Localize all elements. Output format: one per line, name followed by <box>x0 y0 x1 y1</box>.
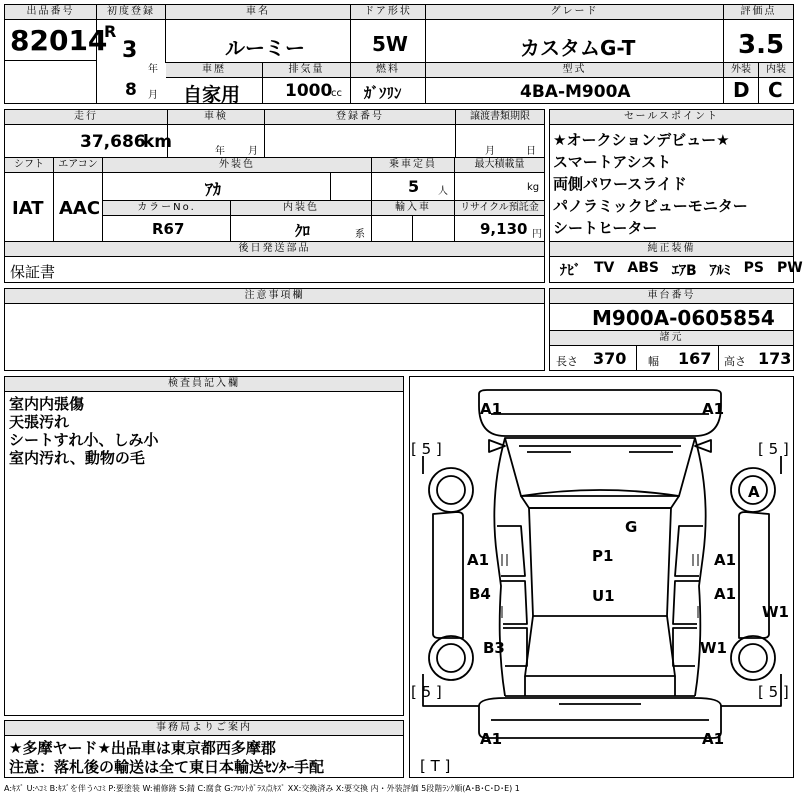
first-reg-year: 3 <box>122 38 138 63</box>
exterior-value: D <box>733 78 750 102</box>
transfer-day-unit: 日 <box>526 146 536 157</box>
notes-label: 注意事項欄 <box>5 289 544 304</box>
sales-point-item: 両側パワースライド <box>553 175 687 193</box>
mileage-value: 37,686 <box>80 132 146 152</box>
inspection-year-unit: 年 <box>215 146 225 157</box>
lot-no-value: 82014 <box>10 24 108 57</box>
front-bumper-outline <box>479 390 721 406</box>
int-color-unit: 系 <box>355 229 365 240</box>
mark-rear-fender-left: B3 <box>483 639 505 657</box>
inspector-line: シートすれ小、しみ小 <box>9 431 159 449</box>
score-label: 評価点 <box>724 5 793 20</box>
tire-rear-right <box>731 636 775 680</box>
height-label: 高さ <box>724 355 746 368</box>
door-value: 5W <box>372 32 408 56</box>
first-reg-month: 8 <box>125 80 137 100</box>
capacity-unit: 人 <box>438 186 448 197</box>
color-no-value: R67 <box>152 220 185 238</box>
displacement-label: 排気量 <box>263 63 350 78</box>
equipment-item: ﾅﾋﾞ <box>560 263 581 279</box>
mark-rear-left: A1 <box>480 730 503 748</box>
inspector-line: 室内汚れ、動物の毛 <box>9 449 145 467</box>
tire-rear-left <box>429 636 473 680</box>
import-label: 輸入車 <box>372 201 454 216</box>
reg-no-label: 登録番号 <box>265 110 455 125</box>
length-value: 370 <box>593 349 627 368</box>
inspector-line: 室内内張傷 <box>9 395 85 413</box>
capacity-value: 5 <box>408 177 420 196</box>
mark-front-right: A1 <box>702 400 725 418</box>
aircon-value: AAC <box>59 198 101 219</box>
mark-door-front-right: A1 <box>714 551 737 569</box>
equipment-item: PS <box>743 260 764 276</box>
mark-side-right: W1 <box>762 603 789 621</box>
mark-door-rear-right: A1 <box>714 585 737 603</box>
shift-value: IAT <box>12 198 44 219</box>
displacement-value: 1000 <box>285 81 333 101</box>
fuel-label: 燃料 <box>351 63 425 78</box>
inspector-lines <box>9 395 159 467</box>
car-diagram <box>409 376 794 778</box>
equipment-item: ABS <box>627 260 659 276</box>
capacity-label: 乗車定員 <box>372 158 454 173</box>
equipment-item: TV <box>594 260 615 276</box>
fuel-value: ｶﾞｿﾘﾝ <box>364 84 402 102</box>
body-right-outline <box>695 438 706 696</box>
mark-door-rear-left: B4 <box>469 585 491 603</box>
equipment-item: ｱﾙﾐ <box>709 263 731 279</box>
mark-rear-right: A1 <box>702 730 725 748</box>
mark-roof-rear: U1 <box>592 587 615 605</box>
recycle-label: リサイクル預託金 <box>455 201 544 216</box>
chassis-value: M900A-0605854 <box>592 306 775 330</box>
height-value: 173 <box>758 349 792 368</box>
model-value: 4BA-M900A <box>520 82 631 102</box>
displacement-unit: cc <box>331 88 342 99</box>
history-value: 自家用 <box>183 84 241 106</box>
sales-points-label: セールスポイント <box>550 110 793 125</box>
interior-label: 内装 <box>759 63 793 78</box>
mileage-unit: km <box>143 132 173 152</box>
inspection-label: 車検 <box>168 110 264 125</box>
mark-roof-front: P1 <box>592 547 614 565</box>
sales-point-item: パノラミックビューモニター <box>553 197 748 215</box>
lot-no-label: 出品番号 <box>5 5 96 20</box>
first-reg-era: R <box>104 22 117 41</box>
office-label: 事務局よりご案内 <box>5 721 403 736</box>
model-label: 型式 <box>426 63 723 78</box>
interior-value: C <box>768 78 783 102</box>
tire-front-left <box>429 468 473 512</box>
shift-label: シフト <box>5 158 53 173</box>
mark-door-front-left: A1 <box>467 551 490 569</box>
office-line: ★多摩ヤード★出品車は東京都西多摩郡 <box>9 739 276 757</box>
mark-trunk: [ T ] <box>420 757 451 775</box>
office-line: 注意：落札後の輸送は全て東日本輸送ｾﾝﾀｰ手配 <box>9 758 325 776</box>
transfer-label: 譲渡書類期限 <box>456 110 544 125</box>
width-value: 167 <box>678 349 712 368</box>
int-color-value: ｸﾛ <box>295 222 311 240</box>
later-parts-label: 後日発送部品 <box>5 242 544 257</box>
grade-value: カスタムG-T <box>520 36 636 60</box>
equipment-list <box>560 260 803 280</box>
color-no-label: カラーNo. <box>103 201 230 216</box>
equipment-item: PW <box>777 260 803 276</box>
inspector-line: 天張汚れ <box>9 413 70 431</box>
exterior-label: 外装 <box>724 63 758 78</box>
mileage-label: 走行 <box>5 110 167 125</box>
mark-fender-right: A <box>748 483 760 501</box>
recycle-unit: 円 <box>532 229 542 240</box>
car-name-label: 車名 <box>166 5 350 20</box>
door-label: ドア形状 <box>351 5 425 20</box>
sales-point-item: ★オークションデビュー★ <box>553 131 730 149</box>
first-reg-label: 初度登録 <box>97 5 165 20</box>
mark-tire-rear-right: [ 5 ] <box>758 683 789 701</box>
recycle-value: 9,130 <box>480 220 528 238</box>
max-load-unit: kg <box>527 182 540 193</box>
mark-tire-front-right: [ 5 ] <box>758 440 789 458</box>
inspection-month-unit: 月 <box>248 146 258 157</box>
length-label: 長さ <box>556 355 578 368</box>
sales-points-list <box>553 129 748 239</box>
mark-tire-rear-left: [ 5 ] <box>411 683 442 701</box>
equipment-item: ｴｱB <box>671 263 697 279</box>
sales-point-item: シートヒーター <box>553 219 658 237</box>
legend: A:ｷｽﾞ U:ﾍｺﾐ B:ｷｽﾞを伴うﾍｺﾐ P:要塗装 W:補修跡 S:錆 C:腐食 G:ﾌﾛﾝﾄｶﾞﾗｽ点ｷｽﾞ XX:交換済み X:要交換 内・外装評価 5段階ﾗﾝｸ順(A･B･C･D･E) 1 <box>4 784 520 793</box>
car-name-value: ルーミー <box>225 36 305 60</box>
int-color-label: 内装色 <box>231 201 371 216</box>
chassis-label: 車台番号 <box>550 289 793 304</box>
width-label: 幅 <box>648 355 659 368</box>
equipment-label: 純正装備 <box>550 242 793 257</box>
aircon-label: エアコン <box>54 158 102 173</box>
grade-label: グレード <box>426 5 723 20</box>
max-load-label: 最大積載量 <box>455 158 544 173</box>
sales-point-item: スマートアシスト <box>553 153 672 171</box>
ext-color-label: 外装色 <box>103 158 371 173</box>
mark-front-left: A1 <box>480 400 503 418</box>
transfer-month-unit: 月 <box>485 146 495 157</box>
inspector-label: 検査員記入欄 <box>5 377 403 392</box>
mark-tire-front-left: [ 5 ] <box>411 440 442 458</box>
body-left-outline <box>494 438 505 696</box>
office-lines <box>9 739 324 777</box>
later-parts-value: 保証書 <box>10 263 56 281</box>
first-reg-year-unit: 年 <box>148 64 158 75</box>
dims-label: 諸元 <box>550 331 793 346</box>
mark-bonnet: G <box>625 518 638 536</box>
ext-color-value: ｱｶ <box>205 180 222 199</box>
mark-rear-fender-right: W1 <box>700 639 727 657</box>
score-value: 3.5 <box>738 30 785 60</box>
history-label: 車歴 <box>166 63 262 78</box>
first-reg-month-unit: 月 <box>148 90 158 101</box>
